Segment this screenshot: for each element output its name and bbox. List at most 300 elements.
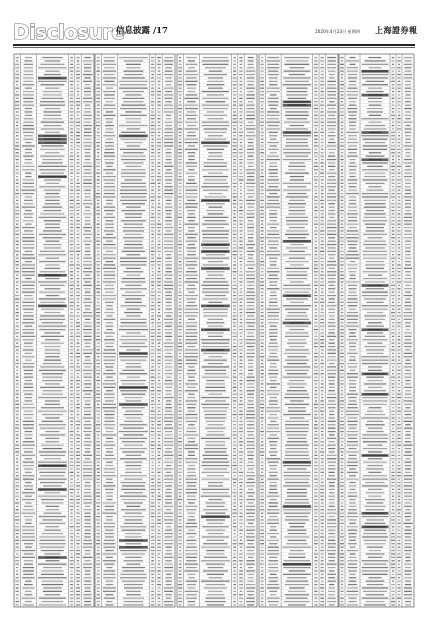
table-cell-text [314,200,318,201]
table-cell-text [233,247,237,248]
table-cell-text [267,128,280,129]
table-cell-text [16,434,19,435]
table-cell-text [206,322,224,323]
table-cell-text [233,332,237,333]
table-cell-text [151,496,153,497]
table-cell-text [248,122,254,123]
table-cell-text [70,190,74,191]
table-cell-text [232,336,236,337]
table-cell-text [239,414,243,415]
table-cell-text [261,67,264,68]
table-cell-text [77,237,80,238]
table-cell-text [329,604,335,605]
table-cell-text [321,353,323,354]
table-cell-text [341,156,344,157]
table-cell-text [119,81,148,82]
table-cell-text [16,400,19,401]
table-cell-text [85,84,91,85]
table-cell-text [240,343,243,344]
table-cell-text [286,315,307,316]
table-cell-text [321,336,324,337]
table-cell-text [178,458,182,459]
table-cell-text [201,339,230,340]
table-cell-text [77,506,80,507]
table-cell-text [70,152,73,153]
table-cell-text [327,179,336,180]
table-cell-text [102,553,116,554]
table-cell-text [203,183,228,184]
table-cell-text [328,71,336,72]
table-cell-text [126,349,140,350]
table-cell-text [340,145,344,146]
table-cell-text [166,353,172,354]
table-cell-text [23,339,34,340]
table-cell-text [77,268,80,269]
table-cell-text [368,237,383,238]
table-cell-text [121,322,147,323]
table-cell-text [164,88,174,89]
table-cell-text [151,200,154,201]
table-cell-text [22,244,34,245]
table-cell-text [97,434,100,435]
table-cell-text [405,200,411,201]
table-cell-text [233,186,236,187]
table-cell-text [21,281,35,282]
table-cell-text [151,513,155,514]
table-cell-text [25,88,32,89]
table-cell-text [201,581,230,582]
table-cell-text [124,241,142,242]
table-cell-text [328,203,335,204]
table-cell-text [76,570,80,571]
table-cell-text [124,523,143,524]
table-cell-text [286,128,308,129]
table-cell-text [261,315,264,316]
table-cell-text [157,101,160,102]
table-cell-text [327,193,336,194]
table-cell-text [232,122,236,123]
table-cell-text [392,183,395,184]
table-cell-text [341,60,343,61]
table-cell-text [96,213,100,214]
table-cell-text [239,135,242,136]
table-cell-text [121,183,146,184]
table-cell-text [70,81,74,82]
table-cell-text [391,173,395,174]
table-cell-text [392,156,394,157]
table-cell-text [84,533,91,534]
table-cell-text [348,77,357,78]
table-cell-text [164,319,173,320]
table-cell-text [151,492,155,493]
table-cell-text [103,577,115,578]
table-cell-text [83,81,92,82]
table-cell-text [270,261,277,262]
table-cell-text [76,577,80,578]
table-cell-text [247,186,255,187]
table-cell-text [151,145,154,146]
table-cell-text [314,458,317,459]
table-cell-text [96,173,100,174]
table-cell-text [327,173,337,174]
table-cell-text [261,118,264,119]
table-cell-text [104,394,114,395]
table-cell-text [120,475,147,476]
table-cell-text [285,319,309,320]
table-cell-text [150,570,154,571]
table-cell-text [314,203,317,204]
table-cell-text [208,213,224,214]
table-cell-text [77,560,79,561]
table-cell-text [151,499,155,500]
table-cell-text [321,241,324,242]
table-cell-text [285,370,309,371]
table-cell-text [184,186,198,187]
table-cell-text [70,353,73,354]
table-cell-text [15,74,19,75]
table-cell-text [268,200,279,201]
table-cell-text [77,230,80,231]
table-cell-text [23,319,34,320]
table-cell-text [157,57,161,58]
table-cell-text [321,166,323,167]
table-cell-text [16,492,19,493]
table-cell-text [166,465,172,466]
table-cell-text [166,404,172,405]
table-cell-text [105,132,114,133]
table-cell-text [105,489,114,490]
table-cell-text [77,411,80,412]
table-cell-text [329,502,335,503]
table-cell-text [233,305,236,306]
table-cell-text [40,366,64,367]
table-cell-text [246,499,255,500]
table-cell-text [327,67,336,68]
table-cell-text [77,258,80,259]
table-cell-text [369,57,382,58]
table-cell-text [158,411,161,412]
table-cell-text [15,67,19,68]
table-cell-text [70,139,73,140]
table-cell-text [70,64,73,65]
table-cell-text [240,383,243,384]
table-cell-text [260,434,263,435]
table-cell-text [164,193,174,194]
table-cell-text [328,390,335,391]
table-cell-text [76,465,80,466]
table-cell-text [151,319,154,320]
table-cell-text [15,210,19,211]
table-cell-text [84,601,91,602]
table-cell-text [150,132,154,133]
table-cell-text [261,57,264,58]
table-cell-text [188,394,194,395]
table-cell-text [103,115,116,116]
table-cell-text [404,98,411,99]
table-cell-text [76,132,80,133]
table-cell-text [166,400,172,401]
table-cell-text [83,241,92,242]
table-cell-text [186,598,197,599]
table-cell-text [240,118,243,119]
table-cell-text [314,428,318,429]
table-cell-text [119,352,148,355]
table-cell-text [16,523,19,524]
table-cell-text [233,261,236,262]
table-cell-text [315,421,317,422]
table-cell-text [164,421,173,422]
table-cell-text [76,390,79,391]
table-cell-text [247,149,254,150]
table-cell-text [96,135,99,136]
table-cell-text [340,98,343,99]
table-cell-text [120,200,147,201]
table-cell-text [84,305,90,306]
table-cell-text [239,584,243,585]
table-cell-text [151,169,154,170]
table-cell-text [157,176,161,177]
table-cell-text [201,267,230,270]
table-cell-text [314,581,317,582]
table-cell-text [284,601,310,602]
table-cell-text [97,234,100,235]
table-cell-text [348,74,358,75]
table-cell-text [16,162,18,163]
table-cell-text [367,111,383,112]
table-cell-text [404,122,412,123]
table-cell-text [202,343,230,344]
table-cell-text [328,356,336,357]
table-cell-text [179,380,182,381]
table-cell-text [233,424,236,425]
table-cell-text [320,584,324,585]
table-cell-text [327,186,336,187]
table-cell-text [16,465,19,466]
table-cell-text [40,84,64,85]
table-cell-text [185,448,199,449]
table-cell-text [341,125,343,126]
table-cell-text [260,451,264,452]
table-cell-text [260,499,264,500]
table-cell-text [315,251,318,252]
table-cell-text [103,281,116,282]
table-cell-text [178,598,182,599]
table-cell-text [157,179,161,180]
table-cell-text [16,122,19,123]
table-cell-text [321,196,323,197]
table-cell-text [239,94,243,95]
table-cell-text [105,550,113,551]
table-cell-text [314,169,318,170]
table-cell-text [287,434,308,435]
table-cell-text [178,295,182,296]
table-cell-text [45,132,60,133]
table-cell-text [187,407,196,408]
table-cell-text [321,271,324,272]
table-cell-text [315,547,318,548]
table-cell-text [151,343,154,344]
table-cell-text [205,417,227,418]
table-cell-text [285,309,309,310]
table-cell-text [126,332,141,333]
table-cell-text [391,220,394,221]
table-cell-text [158,380,161,381]
table-cell-text [76,169,80,170]
table-cell-text [178,196,182,197]
table-cell-text [16,203,19,204]
table-cell-text [179,227,182,228]
table-cell-text [247,288,255,289]
table-cell-text [76,244,79,245]
table-cell-text [70,227,73,228]
table-cell-text [16,574,19,575]
table-cell-text [260,489,263,490]
table-cell-text [24,343,33,344]
table-cell-text [314,139,318,140]
table-cell-text [16,587,19,588]
table-cell-text [283,240,311,243]
table-cell-text [269,193,277,194]
table-cell-text [269,173,278,174]
table-cell-text [16,604,19,605]
table-cell-text [208,326,224,327]
table-cell-text [83,98,92,99]
table-cell-text [239,332,242,333]
table-cell-text [96,424,100,425]
table-cell-text [16,366,18,367]
table-cell-text [284,108,311,109]
table-cell-text [186,540,196,541]
table-cell-text [260,94,264,95]
table-cell-text [85,244,91,245]
table-cell-text [179,98,181,99]
table-cell-text [179,200,182,201]
table-cell-text [201,250,230,253]
table-cell-text [165,366,173,367]
table-cell-text [122,383,145,384]
table-cell-text [240,261,242,262]
table-cell-text [260,356,264,357]
table-cell-text [125,400,141,401]
table-cell-text [327,234,336,235]
table-cell-text [268,560,278,561]
table-cell-text [268,176,278,177]
table-cell-text [76,445,80,446]
table-cell-text [83,142,92,143]
table-cell-text [164,227,173,228]
table-cell-text [70,319,73,320]
table-cell-text [157,547,161,548]
table-cell-text [260,407,264,408]
table-cell-text [178,179,182,180]
table-cell-text [315,149,318,150]
table-cell-text [76,118,80,119]
table-cell-text [164,312,173,313]
table-cell-text [239,298,243,299]
table-cell-text [204,139,226,140]
table-cell-text [314,411,318,412]
table-cell-text [186,190,198,191]
table-cell-text [16,224,18,225]
table-cell-text [239,152,243,153]
table-cell-text [361,118,388,119]
table-cell-text [247,281,255,282]
table-cell-text [328,210,335,211]
table-cell-text [157,332,160,333]
table-cell-text [96,397,100,398]
table-cell-text [320,115,324,116]
table-cell-text [103,57,115,58]
table-cell-text [261,343,264,344]
table-cell-text [261,203,264,204]
table-cell-text [327,118,336,119]
table-cell-text [404,217,413,218]
table-cell-text [233,451,236,452]
table-cell-text [151,139,153,140]
table-cell-text [208,336,223,337]
table-cell-text [205,220,227,221]
table-cell-text [239,421,242,422]
table-cell-text [364,128,387,129]
table-cell-text [166,169,172,170]
table-cell-text [203,353,228,354]
table-cell-text [70,574,73,575]
table-cell-text [179,468,182,469]
table-cell-text [23,203,33,204]
table-cell-text [201,349,230,352]
table-cell-text [289,346,304,347]
table-cell-text [398,152,401,153]
table-cell-text [392,213,395,214]
table-cell-text [151,472,154,473]
table-cell-text [166,489,172,490]
table-cell-text [83,332,91,333]
table-cell-text [151,360,154,361]
table-cell-text [24,74,34,75]
table-cell-text [125,533,142,534]
table-cell-text [157,472,160,473]
table-cell-text [269,329,278,330]
table-cell-text [266,254,280,255]
table-cell-text [328,237,335,238]
table-cell-text [83,502,92,503]
table-cell-text [70,288,73,289]
table-cell-text [247,132,254,133]
table-cell-text [208,275,224,276]
table-cell-text [77,94,79,95]
table-cell-text [70,77,73,78]
table-cell-text [83,74,93,75]
table-cell-text [361,135,388,136]
table-cell-text [165,448,172,449]
table-cell-text [208,485,223,486]
table-cell-text [405,149,411,150]
table-cell-text [105,441,113,442]
table-cell-text [267,509,280,510]
table-cell-text [321,431,323,432]
table-cell-text [126,122,141,123]
table-cell-text [158,530,160,531]
table-cell-text [341,169,343,170]
table-cell-text [321,193,324,194]
table-cell-text [44,60,60,61]
table-cell-text [96,601,99,602]
table-cell-text [203,543,228,544]
table-cell-text [233,414,237,415]
table-cell-text [327,251,336,252]
table-cell-text [151,220,155,221]
table-cell-text [239,380,242,381]
